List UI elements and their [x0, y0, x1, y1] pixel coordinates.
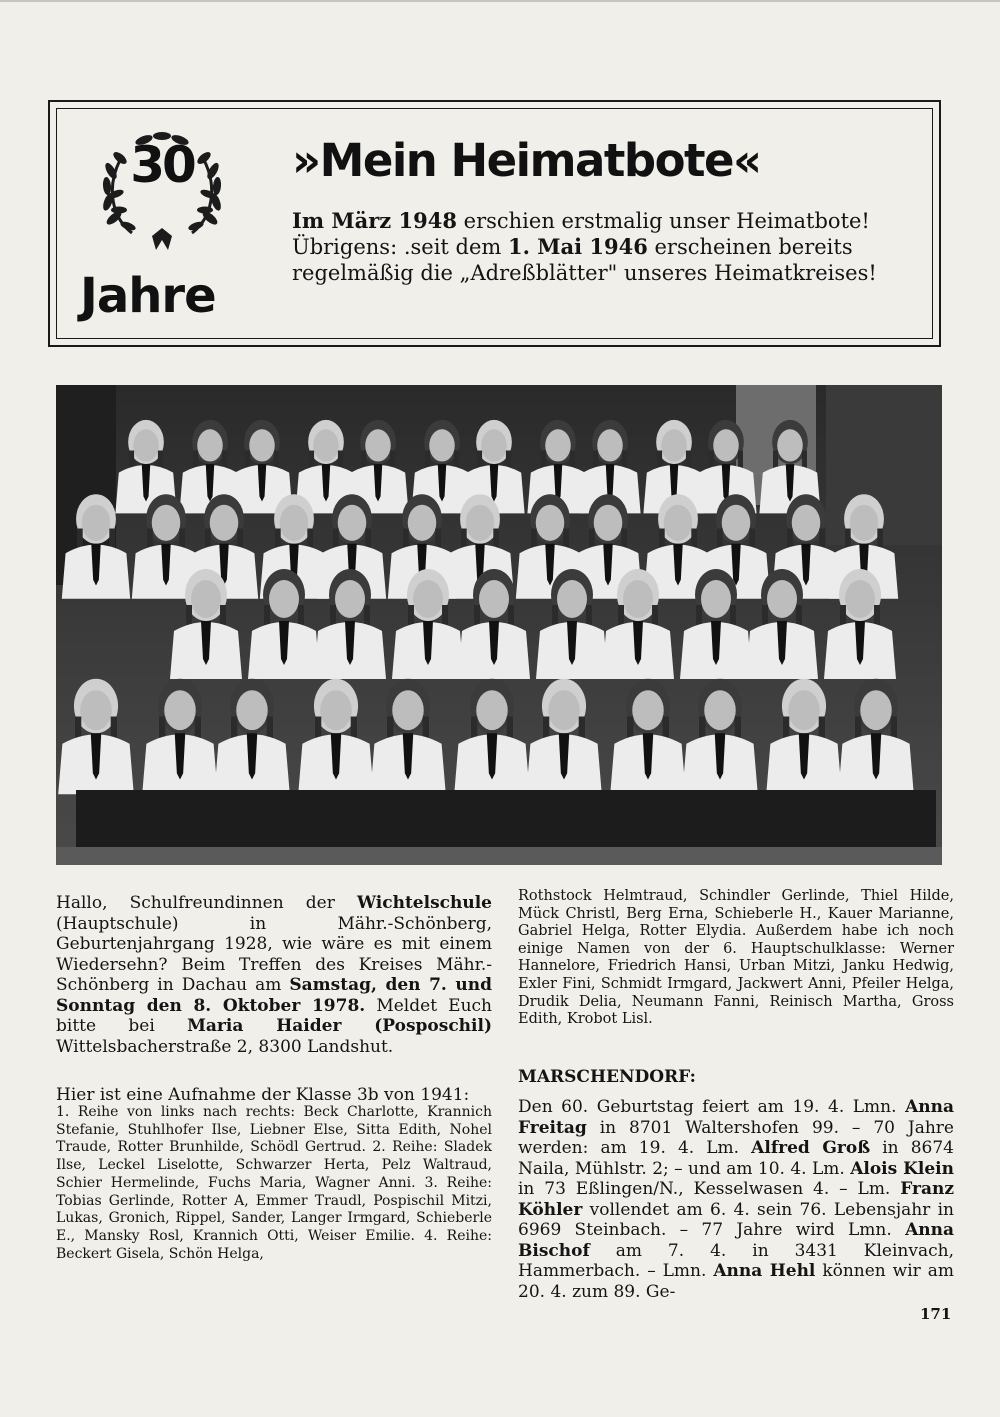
birthday-text: können wir am 20. 4. zum 89. Ge- — [518, 1261, 954, 1302]
intro-date-1948: Im März 1948 — [292, 208, 457, 233]
invitation-text-e: Meldet Euch bitte bei — [56, 995, 492, 1036]
photo-floor — [56, 847, 942, 865]
school-name: Wichtelschule — [356, 893, 492, 913]
person-name: Anna Hehl — [713, 1261, 816, 1281]
birthday-text: vollendet am 6. 4. sein 76. Lebensjahr in 6969 Steinbach. – 77 Jahre wird Lmn. — [518, 1199, 954, 1240]
birthday-text: in 8674 Naila, Mühlstr. 2; – und am 10. 4. Lm. — [518, 1138, 954, 1179]
section-heading-marschendorf: MARSCHENDORF: — [518, 1067, 696, 1087]
anniversary-word: Jahre — [80, 268, 216, 324]
intro-date-1946: 1. Mai 1946 — [508, 234, 648, 259]
person-name: Alfred Groß — [751, 1138, 871, 1158]
invitation-paragraph — [56, 893, 492, 1057]
meeting-date: Samstag, den 7. und Sonntag den 8. Oktober 1978. — [56, 975, 493, 1016]
anniversary-number: 30 — [130, 136, 194, 194]
birthday-text: am 7. 4. in 3431 Kleinvach, Hammerbach. – Lmn. — [518, 1240, 954, 1281]
intro-text-1: erschien erstmalig unser Heimatbote! Übrigens: .seit dem — [292, 209, 870, 259]
invitation-text-a: Hallo, Schulfreundinnen der — [56, 893, 357, 913]
page-number: 171 — [920, 1305, 952, 1323]
intro-paragraph — [292, 208, 904, 286]
birthday-text: Den 60. Geburtstag feiert am 19. 4. Lmn. — [518, 1097, 906, 1117]
invitation-text-c: (Hauptschule) in Mähr.-Schönberg, Geburtenjahrgang 1928, wie wäre es mit einem Wiedersehn? Beim Treffen des Kreises Mähr.-Schönberg in Dachau am — [56, 913, 492, 995]
photo-caption-names: 1. Reihe von links nach rechts: Beck Charlotte, Krannich Stefanie, Stuhlhofer Ilse, Liebner Else, Sitta Edith, Nohel Traude, Rotter Brunhilde, Schödl Gertrud. 2. Reihe: Sladek Ilse, Leckel Liselotte, Schwarzer Herta, Pelz Waltraud, Schier Hermelinde, Fuchs Maria, Wagner Anni. 3. Reihe: Tobias Gerlinde, Rotter A, Emmer Traudl, Pospischil Mitzi, Lukas, Gronich, Rippel, Sander, Langer Irmgard, Schieberle E., Mansky Rosl, Krannich Otti, Weiser Emilie. 4. Reihe: Beckert Gisela, Schön Helga, — [56, 1104, 492, 1262]
names-continued: Rothstock Helmtraud, Schindler Gerlinde, Thiel Hilde, Mück Christl, Berg Erna, Schieberle H., Kauer Marianne, Gabriel Helga, Rotter Elydia. Außerdem habe ich noch einige Namen von der 6. Hauptschulklasse: Werner Hannelore, Friedrich Hansi, Urban Mitzi, Janku Hedwig, Exler Fini, Schmidt Irmgard, Jackwert Anni, Pfeiler Helga, Drudik Delia, Neumann Fanni, Reinisch Martha, Gross Edith, Krobot Lisl. — [518, 888, 954, 1028]
anniversary-badge — [92, 128, 232, 258]
birthday-text: in 8701 Waltershofen 99. – 70 Jahre werden: am 19. 4. Lm. — [518, 1117, 954, 1158]
person-name: Franz Köhler — [518, 1179, 954, 1220]
page-title: »Mein Heimatbote« — [292, 134, 761, 187]
photo-caption-lead: Hier ist eine Aufnahme der Klasse 3b von 1941: — [56, 1085, 470, 1105]
person-name: Anna Bischof — [518, 1220, 954, 1261]
contact-address: Wittelsbacherstraße 2, 8300 Landshut. — [56, 1036, 394, 1057]
birthday-announcements — [518, 1097, 954, 1302]
scan-shadow — [0, 0, 1000, 2]
front-row-skirts — [76, 790, 936, 850]
person-name: Alois Klein — [850, 1158, 954, 1179]
person-name: Anna Freitag — [518, 1097, 954, 1138]
class-photograph — [56, 385, 942, 865]
birthday-text: in 73 Eßlingen/N., Kesselwasen 4. – Lm. — [518, 1179, 901, 1199]
intro-text-2: erscheinen bereits regelmäßig die „Adreßblätter" unseres Heimatkreises! — [292, 235, 877, 285]
contact-name: Maria Haider (Posposchil) — [187, 1016, 492, 1036]
